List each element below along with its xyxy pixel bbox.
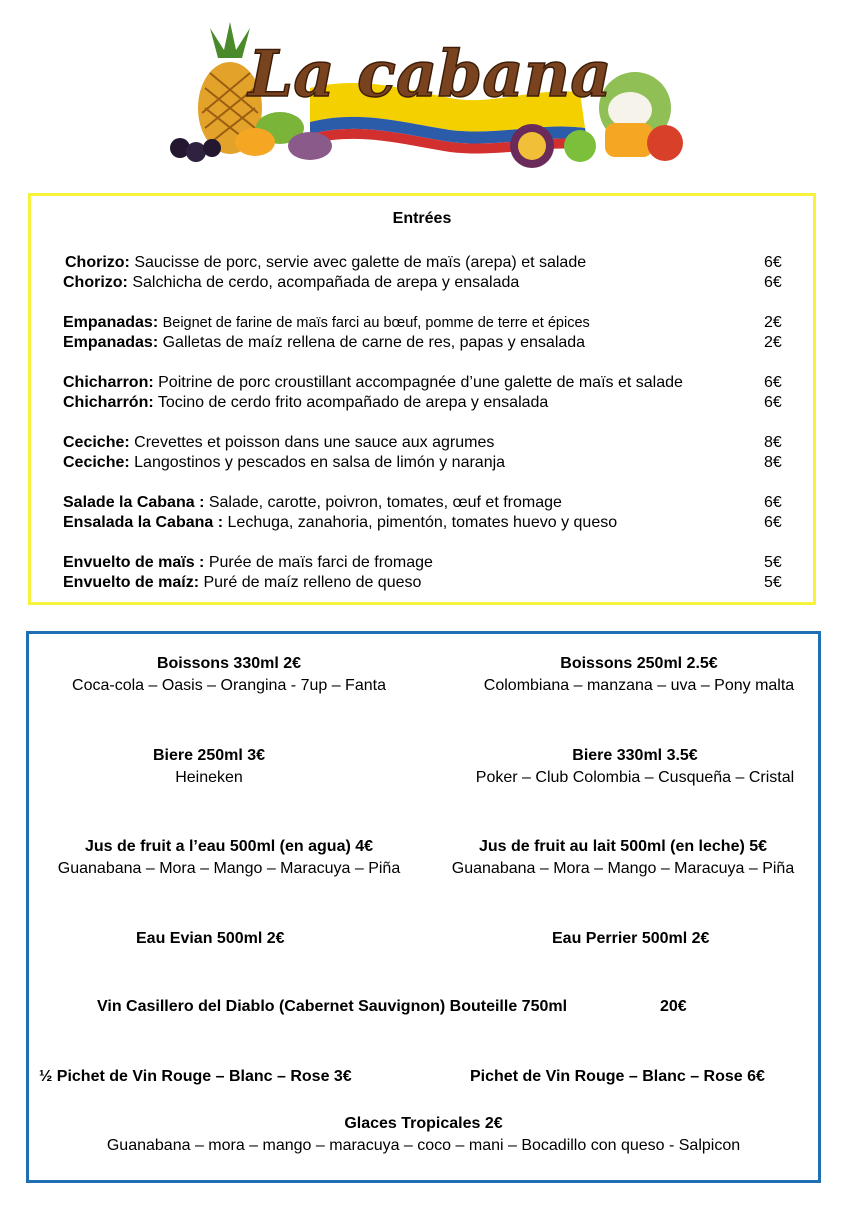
entree-line-fr bbox=[63, 313, 813, 333]
ice-cream-title: Glaces Tropicales 2€ bbox=[344, 1115, 503, 1132]
entree-price: 6€ bbox=[764, 494, 782, 511]
drinks-330-items: Coca-cola – Oasis – Orangina - 7up – Fanta bbox=[72, 677, 386, 694]
entree-description: Crevettes et poisson dans une sauce aux agrumes bbox=[134, 434, 495, 451]
entree-line-es bbox=[63, 513, 813, 533]
water-perrier: Eau Perrier 500ml 2€ bbox=[552, 930, 710, 947]
entrees-section bbox=[28, 193, 816, 605]
entree-name: Chicharron: bbox=[63, 374, 154, 391]
beer-250-items: Heineken bbox=[175, 769, 243, 786]
entree-price: 8€ bbox=[764, 454, 782, 471]
entree-name: Empanadas: bbox=[63, 334, 159, 351]
entree-description: Beignet de farine de maïs farci au bœuf, pomme de terre et épices bbox=[162, 315, 590, 331]
entrees-title: Entrées bbox=[392, 210, 452, 227]
entree-line-es bbox=[63, 573, 813, 593]
entree-item bbox=[31, 373, 813, 413]
entree-line-fr bbox=[63, 493, 813, 513]
drinks-330-title: Boissons 330ml 2€ bbox=[156, 655, 302, 672]
entree-price: 6€ bbox=[764, 374, 782, 391]
entree-name: Empanadas: bbox=[63, 314, 159, 331]
entree-price: 8€ bbox=[764, 434, 782, 451]
entree-line-fr bbox=[65, 253, 813, 273]
entree-name: Chorizo: bbox=[63, 274, 128, 291]
entree-name: Envuelto de maïs : bbox=[63, 554, 205, 571]
entree-name: Ceciche: bbox=[63, 454, 130, 471]
entree-line-fr bbox=[63, 433, 813, 453]
entree-description: Salade, carotte, poivron, tomates, œuf et fromage bbox=[208, 494, 562, 511]
entree-item bbox=[31, 433, 813, 473]
wine-bottle-price: 20€ bbox=[660, 998, 687, 1015]
entree-name: Ceciche: bbox=[63, 434, 130, 451]
entree-name: Chorizo: bbox=[65, 254, 130, 271]
entree-item bbox=[31, 493, 813, 533]
entree-price: 5€ bbox=[764, 574, 782, 591]
entree-name: Salade la Cabana : bbox=[63, 494, 205, 511]
entree-item bbox=[31, 253, 813, 293]
juice-milk-group bbox=[423, 836, 823, 880]
entree-name: Envuelto de maíz: bbox=[63, 574, 200, 591]
entree-name: Ensalada la Cabana : bbox=[63, 514, 224, 531]
half-pitcher: ½ Pichet de Vin Rouge – Blanc – Rose 3€ bbox=[39, 1068, 352, 1085]
entree-line-fr bbox=[63, 373, 813, 393]
entree-price: 2€ bbox=[764, 314, 782, 331]
entree-item bbox=[31, 313, 813, 353]
entree-description: Saucisse de porc, servie avec galette de maïs (arepa) et salade bbox=[134, 254, 587, 271]
entree-description: Salchicha de cerdo, acompañada de arepa y ensalada bbox=[132, 274, 520, 291]
entree-description: Lechuga, zanahoria, pimentón, tomates huevo y queso bbox=[227, 514, 618, 531]
entree-name: Chicharrón: bbox=[63, 394, 154, 411]
pitcher: Pichet de Vin Rouge – Blanc – Rose 6€ bbox=[470, 1068, 765, 1085]
entree-line-es bbox=[63, 333, 813, 353]
drinks-250-group bbox=[439, 653, 839, 697]
drinks-330-group bbox=[29, 653, 429, 697]
entree-item bbox=[31, 553, 813, 593]
drinks-250-title: Boissons 250ml 2.5€ bbox=[560, 655, 718, 672]
beer-330-items: Poker – Club Colombia – Cusqueña – Cristal bbox=[475, 769, 795, 786]
juice-water-items: Guanabana – Mora – Mango – Maracuya – Piña bbox=[57, 860, 401, 877]
beer-250-title: Biere 250ml 3€ bbox=[152, 747, 266, 764]
entree-price: 6€ bbox=[764, 274, 782, 291]
entree-description: Langostinos y pescados en salsa de limón y naranja bbox=[134, 454, 506, 471]
ice-cream-group bbox=[29, 1113, 818, 1157]
juice-water-group bbox=[29, 836, 429, 880]
juice-milk-items: Guanabana – Mora – Mango – Maracuya – Piña bbox=[451, 860, 795, 877]
entree-price: 2€ bbox=[764, 334, 782, 351]
drinks-250-items: Colombiana – manzana – uva – Pony malta bbox=[483, 677, 795, 694]
logo-text: La cabana bbox=[248, 37, 612, 112]
entree-price: 5€ bbox=[764, 554, 782, 571]
entree-price: 6€ bbox=[764, 514, 782, 531]
juice-water-title: Jus de fruit a l’eau 500ml (en agua) 4€ bbox=[84, 838, 374, 855]
entree-line-es bbox=[63, 273, 813, 293]
wine-bottle-label: Vin Casillero del Diablo (Cabernet Sauvignon) Bouteille 750ml bbox=[97, 998, 568, 1015]
water-evian: Eau Evian 500ml 2€ bbox=[136, 930, 285, 947]
drinks-section bbox=[26, 631, 821, 1183]
beer-330-group bbox=[435, 745, 835, 789]
beer-330-title: Biere 330ml 3.5€ bbox=[572, 747, 698, 764]
entree-line-es bbox=[63, 393, 813, 413]
ice-cream-items: Guanabana – mora – mango – maracuya – coco – mani – Bocadillo con queso - Salpicon bbox=[106, 1137, 741, 1154]
entree-description: Tocino de cerdo frito acompañado de arepa y ensalada bbox=[157, 394, 549, 411]
entree-price: 6€ bbox=[764, 394, 782, 411]
entree-description: Poitrine de porc croustillant accompagnée d’une galette de maïs et salade bbox=[158, 374, 683, 391]
entree-price: 6€ bbox=[764, 254, 782, 271]
entree-line-es bbox=[63, 453, 813, 473]
beer-250-group bbox=[9, 745, 409, 789]
entree-description: Purée de maïs farci de fromage bbox=[208, 554, 433, 571]
entree-line-fr bbox=[63, 553, 813, 573]
entree-description: Puré de maíz relleno de queso bbox=[203, 574, 422, 591]
entree-description: Galletas de maíz rellena de carne de res, papas y ensalada bbox=[162, 334, 586, 351]
restaurant-logo bbox=[160, 18, 700, 168]
juice-milk-title: Jus de fruit au lait 500ml (en leche) 5€ bbox=[478, 838, 768, 855]
